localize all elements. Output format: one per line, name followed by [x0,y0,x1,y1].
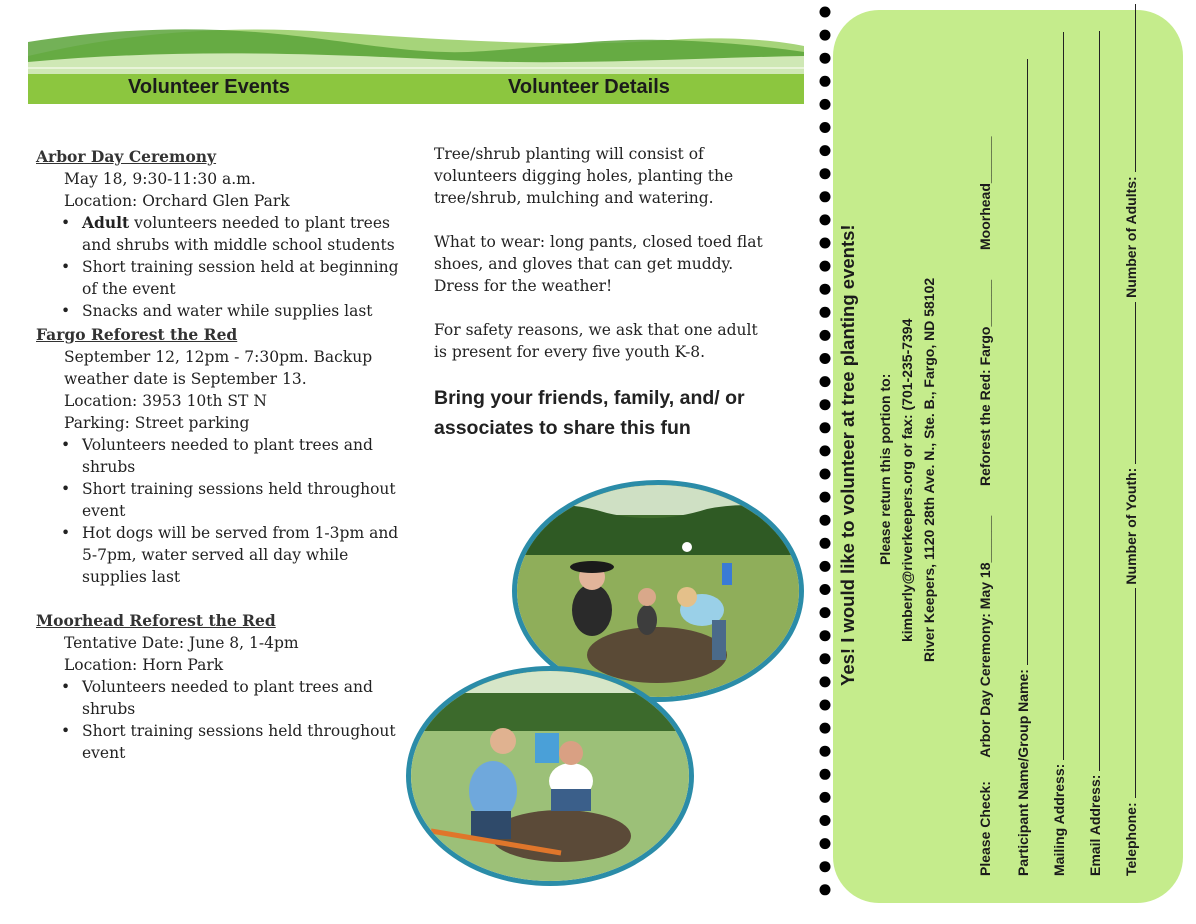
bullet-text: Short training session held at beginning of the event [82,258,399,298]
event-bullet-list [58,212,406,322]
list-item [58,676,406,720]
perforation-dot [820,191,831,202]
perforation-dot [820,145,831,156]
bullet-text: volunteers needed to plant trees and shrubs with middle school students [82,214,395,254]
event-date: September 12, 12pm - 7:30pm. Backup weather date is September 13. [64,348,373,388]
event-fargo-reforest [36,324,406,588]
perforation-dot [820,515,831,526]
perforation-dot [820,746,831,757]
bullet-text: Hot dogs will be served from 1-3pm and 5-7pm, water served all day while supplies last [82,524,399,586]
perforation-dot [820,376,831,387]
email-field[interactable] [1087,31,1103,876]
perforation-dot [820,630,831,641]
event-title: Fargo Reforest the Red [36,325,238,344]
adults-input-line[interactable] [1135,4,1136,172]
perforation-dot [820,284,831,295]
list-item [58,212,406,256]
event-date: May 18, 9:30-11:30 a.m. [64,170,256,188]
form-return-line: Please return this portion to: [877,373,893,565]
perforation-dot [820,561,831,572]
perforation-dot [820,99,831,110]
event-arbor-day [36,146,406,322]
mailing-field[interactable] [1051,32,1067,876]
perforation-dot [820,53,831,64]
volunteer-signup-form [833,10,1183,903]
bullet-text: Snacks and water while supplies last [82,302,373,320]
bullet-text: Volunteers needed to plant trees and shrubs [82,678,373,718]
volunteer-events-heading: Volunteer Events [128,76,290,98]
please-check-row [977,136,993,876]
list-item [58,256,406,300]
details-paragraph-wear: What to wear: long pants, closed toed flat shoes, and gloves that can get muddy. Dress for the weather! [434,233,763,295]
details-paragraph-safety: For safety reasons, we ask that one adult is present for every five youth K-8. [434,321,758,361]
participant-label: Participant Name/Group Name: [1015,669,1031,876]
check-moorhead[interactable]: Moorhead______ [977,136,993,251]
list-item [58,434,406,478]
perforation-dot [820,723,831,734]
check-arbor-day[interactable]: Arbor Day Ceremony: May 18______ [977,515,993,758]
perforation-dot [820,492,831,503]
perforation-dot [820,815,831,826]
perforation-dot [820,884,831,895]
perforation-dot [820,445,831,456]
list-item [58,300,406,322]
event-title: Arbor Day Ceremony [36,147,217,166]
perforation-dot [820,214,831,225]
event-parking: Parking: Street parking [64,414,250,432]
perforation-dot [820,7,831,18]
perforation-dot [820,238,831,249]
perforation-dot [820,653,831,664]
perforation-dot [820,700,831,711]
email-label: Email Address: [1087,774,1103,876]
perforation-dot [820,792,831,803]
email-input-line[interactable] [1099,31,1100,771]
event-location: Location: Orchard Glen Park [64,192,290,210]
event-location: Location: Horn Park [64,656,224,674]
perforation-dot [820,30,831,41]
event-bullet-list [58,434,406,588]
participant-input-line[interactable] [1027,59,1028,665]
form-headline: Yes! I would like to volunteer at tree planting events! [837,224,858,686]
check-fargo[interactable]: Reforest the Red: Fargo______ [977,279,993,486]
youth-input-line[interactable] [1135,302,1136,464]
perforation-dot [820,861,831,872]
bullet-text: Volunteers needed to plant trees and shrubs [82,436,373,476]
perforation-dots [815,0,835,924]
bullet-emphasis: Adult [82,213,130,232]
participant-field[interactable] [1015,59,1031,876]
perforation-dot [820,330,831,341]
perforation-dot [820,538,831,549]
event-bullet-list [58,676,406,764]
form-contact-line: kimberly@riverkeepers.org or fax: (701-235-7394 [899,318,915,642]
perforation-dot [820,607,831,618]
event-title: Moorhead Reforest the Red [36,611,276,630]
bring-friends-callout: Bring your friends, family, and/ or associates to share this fun [434,387,745,439]
event-date: Tentative Date: June 8, 1-4pm [64,634,299,652]
bullet-text: Short training sessions held throughout event [82,480,396,520]
youth-label: Number of Youth: [1123,467,1139,585]
perforation-dot [820,676,831,687]
mailing-label: Mailing Address: [1051,763,1067,876]
details-column [434,143,764,443]
perforation-dot [820,76,831,87]
perforation-dot [820,769,831,780]
perforation-dot [820,122,831,133]
perforation-dot [820,168,831,179]
volunteer-details-heading: Volunteer Details [508,76,670,98]
perforation-dot [820,353,831,364]
perforation-dot [820,307,831,318]
list-item [58,522,406,588]
form-address-line: River Keepers, 1120 28th Ave. N., Ste. B., Fargo, ND 58102 [921,277,937,662]
perforation-dot [820,838,831,849]
list-item [58,720,406,764]
perforation-dot [820,584,831,595]
list-item [58,478,406,522]
event-moorhead-reforest [36,610,406,764]
perforation-dot [820,261,831,272]
telephone-input-line[interactable] [1135,588,1136,798]
perforation-dot [820,469,831,480]
adults-label: Number of Adults: [1123,176,1139,298]
telephone-row [1123,4,1139,876]
perforation-dot [820,399,831,410]
mailing-input-line[interactable] [1063,32,1064,760]
event-location: Location: 3953 10th ST N [64,392,267,410]
planting-photo-couple [406,666,694,886]
events-column [36,146,406,764]
perforation-dot [820,422,831,433]
telephone-label: Telephone: [1123,802,1139,876]
bullet-text: Short training sessions held throughout event [82,722,396,762]
please-check-label: Please Check: [977,781,993,876]
details-paragraph-planting: Tree/shrub planting will consist of volunteers digging holes, planting the tree/shrub, mulching and watering. [434,145,734,207]
